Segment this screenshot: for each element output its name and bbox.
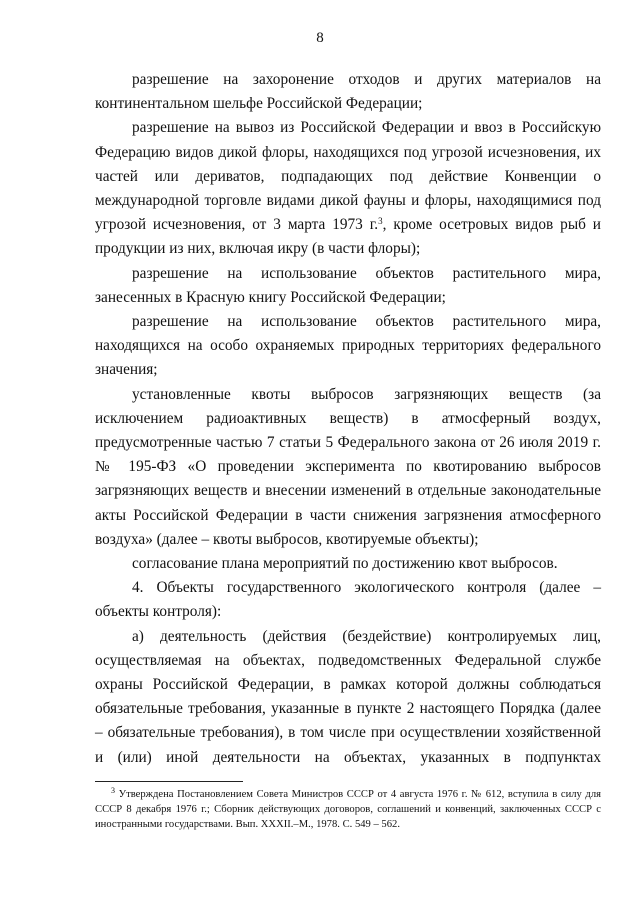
paragraph: разрешение на использование объектов растительного мира, занесенных в Красную книгу Российской Федерации; <box>95 264 601 306</box>
paragraph <box>95 116 601 261</box>
paragraph: а) деятельность (действия (бездействие) контролируемых лиц, осуществляемая на объектах, подведомственных Федеральной службе охраны Российской Федерации, в рамках которой должны соблюдаться обязательные требования, указанные в пункте 2 настоящего Порядка (далее – обязательные требования), в том числе при осуществлении хозяйственной и (или) иной деятельности на объектах, указанных в подпунктах <box>95 627 601 766</box>
paragraph-text: , кроме осетровых видов рыб и продукции из них, включая икру (в части флоры); <box>95 216 601 258</box>
paragraph: согласование плана мероприятий по достижению квот выбросов. <box>132 555 558 573</box>
section-heading-paragraph: 4. Объекты государственного экологического контроля (далее – объекты контроля): <box>95 579 601 621</box>
footnote-reference: 3 <box>378 216 383 227</box>
footnote-divider <box>95 781 243 782</box>
paragraph-text: разрешение на вывоз из Российской Федерации и ввоз в Российскую Федерацию видов дикой флоры, находящихся под угрозой исчезновения, их частей или дериватов, подпадающих под действие Конвенции о международной торговле видами дикой фауны и флоры, находящимися под угрозой исчезновения, от 3 марта 1973 г. <box>95 119 601 234</box>
paragraph: разрешение на использование объектов растительного мира, находящихся на особо охраняемых природных территориях федерального значения; <box>95 313 601 379</box>
paragraph: разрешение на захоронение отходов и других материалов на континентальном шельфе Российской Федерации; <box>95 71 601 113</box>
page-number: 8 <box>316 30 324 46</box>
document-body <box>95 68 601 770</box>
footnote-marker: 3 <box>111 786 115 795</box>
footnote-text <box>95 788 601 832</box>
paragraph: установленные квоты выбросов загрязняющих веществ (за исключением радиоактивных веществ) в атмосферный воздух, предусмотренные частью 7 статьи 5 Федерального закона от 26 июля 2019 г. № 195-ФЗ «О проведении эксперимента по квотированию выбросов загрязняющих веществ и внесении изменений в отдельные законодательные акты Российской Федерации в части снижения загрязнения атмосферного воздуха» (далее – квоты выбросов, квотируемые объекты); <box>95 385 601 548</box>
footnote <box>95 788 601 832</box>
footnote-body: Утверждена Постановлением Совета Министров СССР от 4 августа 1976 г. № 612, вступила в силу для СССР 8 декабря 1976 г.; Сборник действующих договоров, соглашений и конвенций, заключенных СССР с иностранными государствами. Вып. XXXII.–М., 1978. С. 549 – 562. <box>95 789 601 830</box>
